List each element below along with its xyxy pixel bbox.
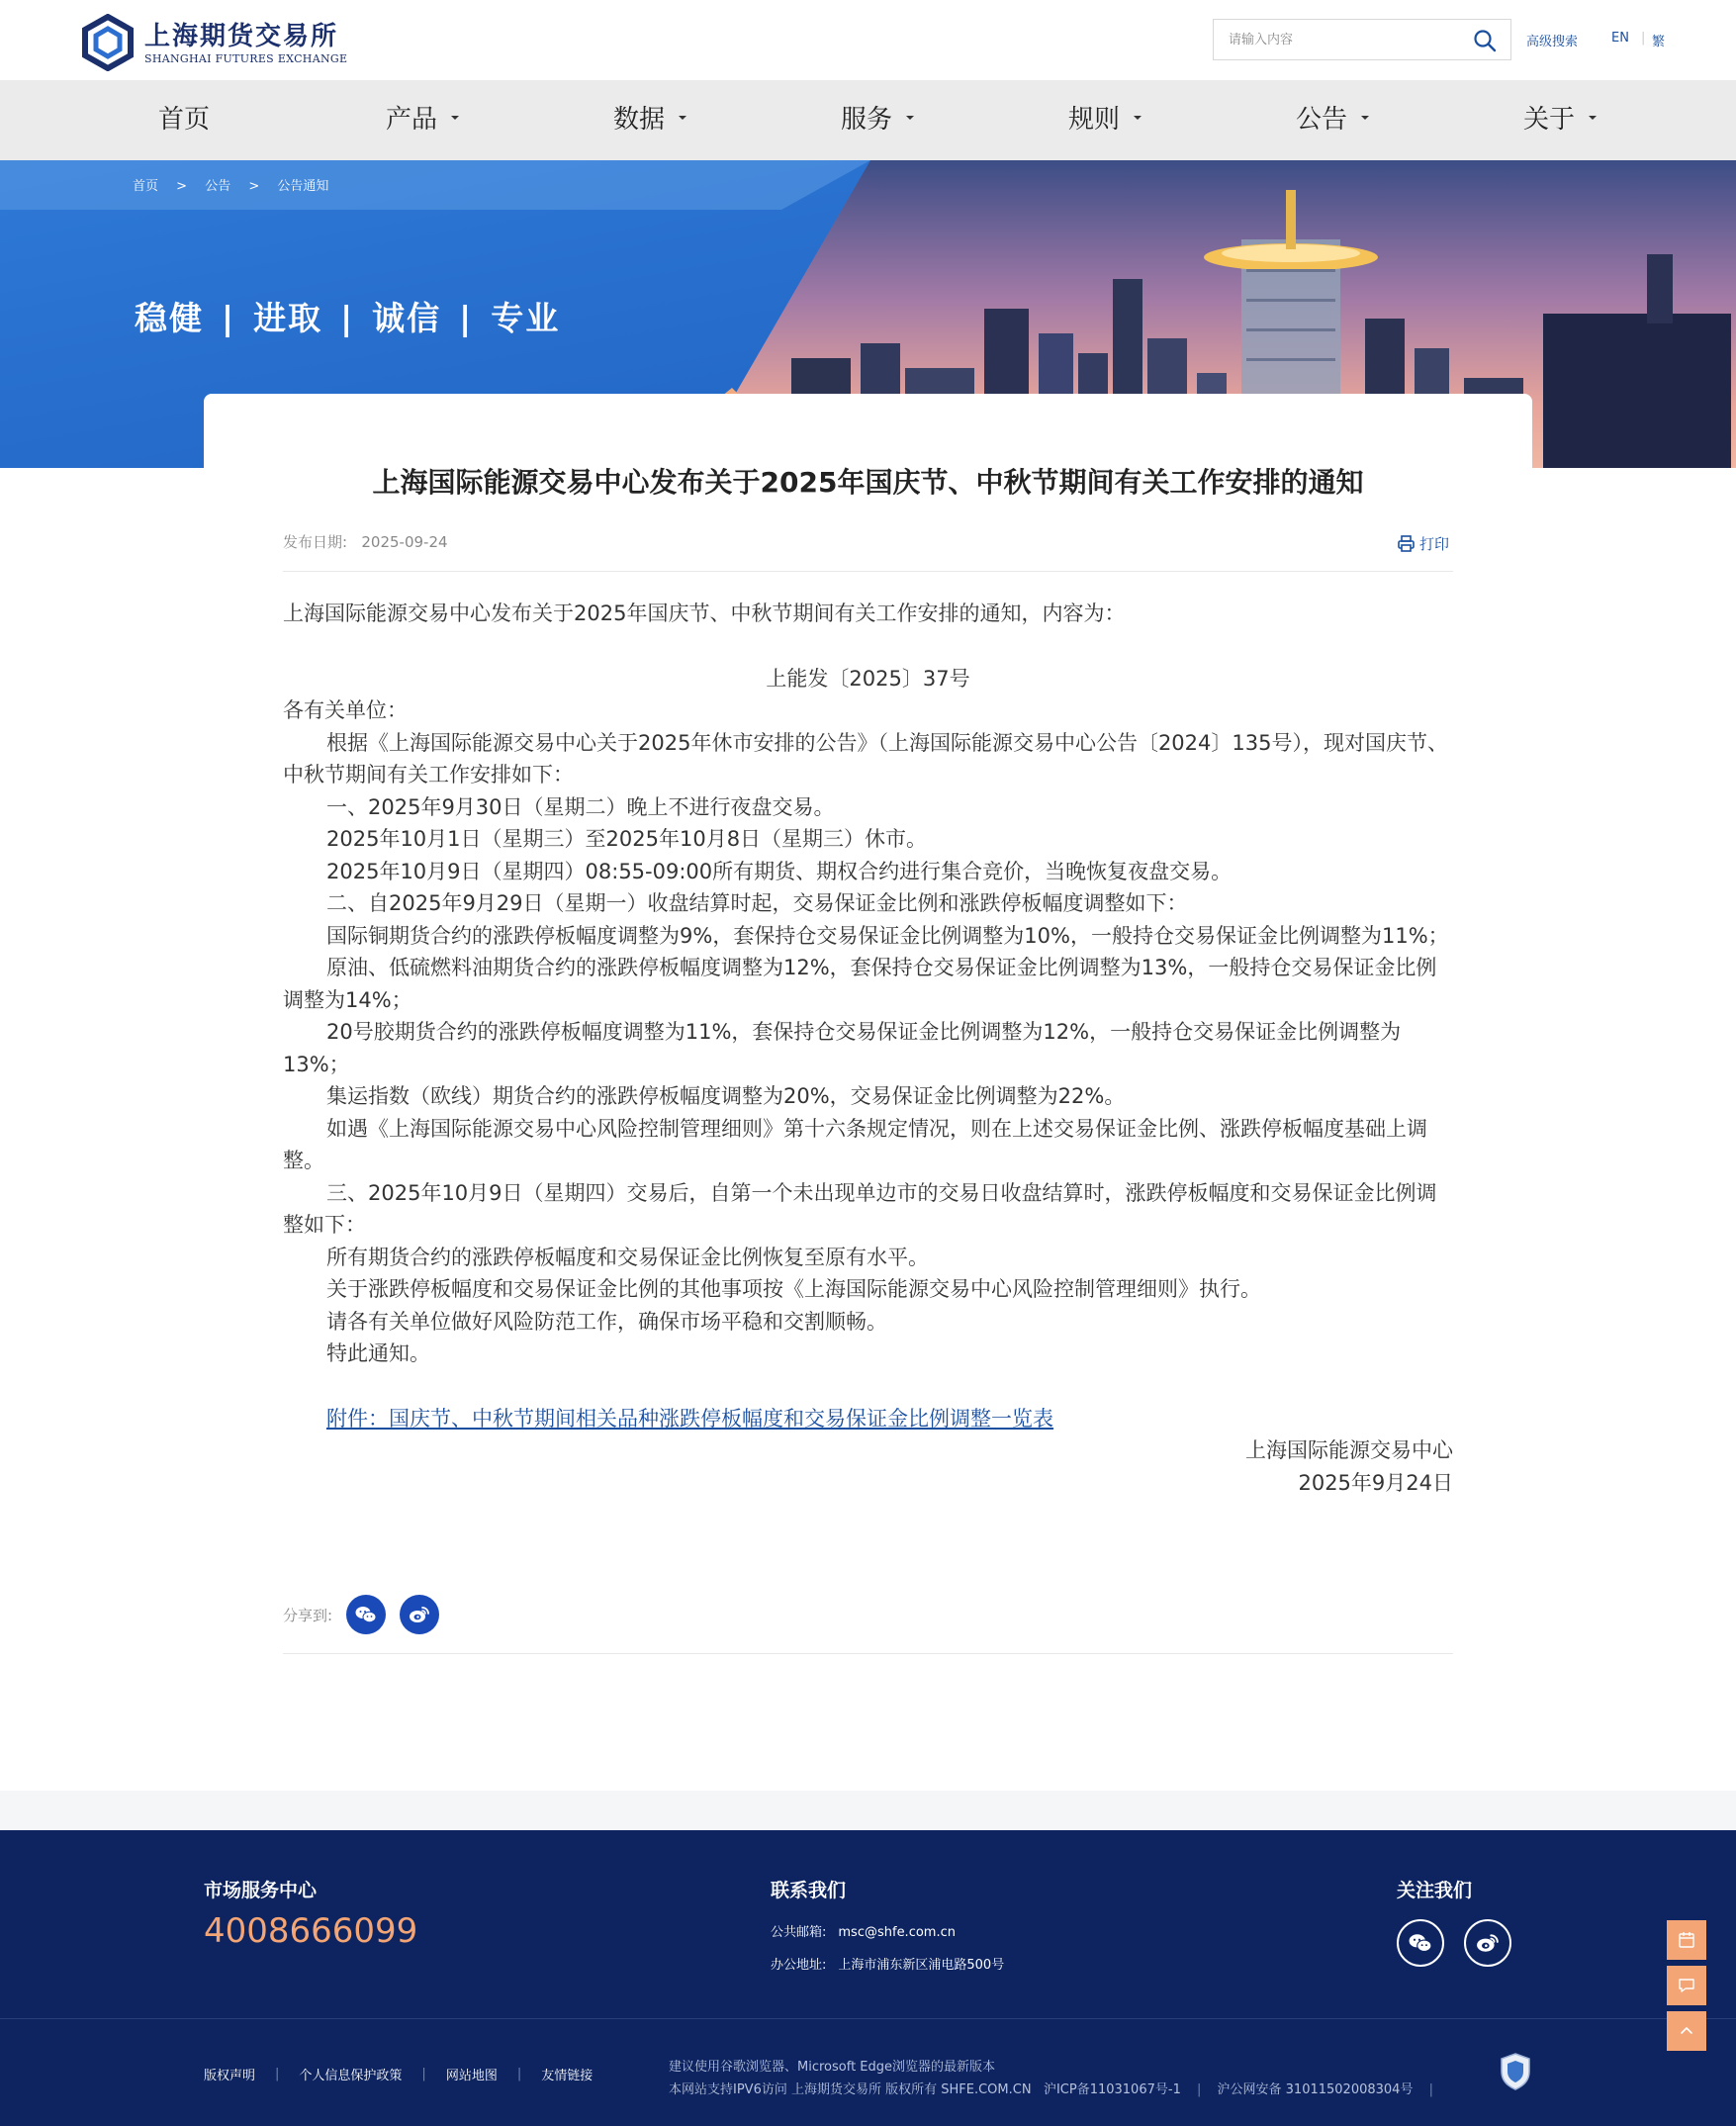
caret-down-icon xyxy=(906,116,914,120)
article-body xyxy=(283,598,1453,1499)
body-paragraph: 2025年10月9日（星期四）08:55-09:00所有期货、期权合约进行集合竞价，当晚恢复夜盘交易。 xyxy=(326,859,1233,883)
body-paragraph: 2025年10月1日（星期三）至2025年10月8日（星期三）休市。 xyxy=(326,827,928,851)
caret-down-icon xyxy=(1589,116,1597,120)
slogan-word: 诚信 xyxy=(372,299,442,337)
footer-link-separator: | xyxy=(516,2067,522,2081)
sign-date: 2025年9月24日 xyxy=(1298,1470,1453,1495)
nav-item-label: 关于 xyxy=(1523,105,1576,135)
print-label: 打印 xyxy=(1419,535,1450,553)
body-paragraph: 三、2025年10月9日（星期四）交易后，自第一个未出现单边市的交易日收盘结算时，涨跌停板幅度和交易保证金比例调整如下： xyxy=(283,1180,1437,1237)
footer-gap xyxy=(0,1791,1736,1830)
footer-wechat-button[interactable] xyxy=(1397,1919,1444,1967)
footer-link-separator: | xyxy=(421,2067,426,2081)
caret-down-icon xyxy=(451,116,459,120)
nav-item-products[interactable] xyxy=(386,80,459,160)
search-box xyxy=(1213,19,1511,60)
contact-title: 联系我们 xyxy=(771,1880,847,1901)
copyright-line xyxy=(669,2079,1445,2097)
caret-down-icon xyxy=(1134,116,1142,120)
body-paragraph: 国际铜期货合约的涨跌停板幅度调整为9%，套保持仓交易保证金比例调整为10%，一般持仓交易保证金比例调整为11%； xyxy=(326,923,1449,948)
breadcrumb-current: 公告通知 xyxy=(277,179,329,194)
language-en-link[interactable]: EN xyxy=(1611,31,1629,46)
language-traditional-link[interactable]: 繁 xyxy=(1652,35,1666,49)
article-title: 上海国际能源交易中心发布关于2025年国庆节、中秋节期间有关工作安排的通知 xyxy=(372,466,1364,499)
share-label: 分享到: xyxy=(283,1606,333,1624)
share-weibo-button[interactable] xyxy=(400,1595,439,1634)
nav-item-label: 公告 xyxy=(1296,105,1348,135)
breadcrumb-separator: > xyxy=(248,179,260,194)
chevron-up-icon xyxy=(1678,2022,1695,2040)
nav-item-home[interactable] xyxy=(158,80,210,160)
footer-weibo-button[interactable] xyxy=(1464,1919,1511,1967)
signer: 上海国际能源交易中心 xyxy=(1245,1438,1453,1462)
body-paragraph: 二、自2025年9月29日（星期一）收盘结算时起，交易保证金比例和涨跌停板幅度调整如下： xyxy=(326,891,1188,915)
nav-item-about[interactable] xyxy=(1523,80,1597,160)
main-nav xyxy=(0,80,1736,160)
caret-down-icon xyxy=(679,116,686,120)
wechat-icon xyxy=(355,1606,377,1623)
footer-link-copyright[interactable]: 版权声明 xyxy=(204,2069,256,2083)
footer-link-friends[interactable]: 友情链接 xyxy=(541,2069,594,2083)
icp-number[interactable]: 沪ICP备11031067号-1 xyxy=(1043,2082,1181,2097)
advanced-search-link[interactable]: 高级搜索 xyxy=(1526,35,1579,49)
logo-chinese-name: 上海期货交易所 xyxy=(144,21,339,51)
wechat-icon xyxy=(1409,1933,1432,1953)
footer-links xyxy=(204,2065,593,2083)
share-wechat-button[interactable] xyxy=(346,1595,386,1634)
weibo-icon xyxy=(409,1606,430,1623)
nav-item-label: 产品 xyxy=(386,105,438,135)
body-paragraph: 一、2025年9月30日（星期二）晚上不进行夜盘交易。 xyxy=(326,794,835,819)
nav-item-rules[interactable] xyxy=(1068,80,1142,160)
message-icon xyxy=(1678,1977,1695,1994)
publish-date xyxy=(283,531,448,552)
body-paragraph: 20号胶期货合约的涨跌停板幅度调整为11%，套保持仓交易保证金比例调整为12%，一般持仓交易保证金比例调整为13%； xyxy=(283,1020,1402,1076)
address-label: 办公地址: xyxy=(771,1958,827,1973)
site-header xyxy=(0,0,1736,80)
print-button[interactable] xyxy=(1398,533,1449,554)
footer-link-privacy[interactable]: 个人信息保护政策 xyxy=(299,2069,403,2083)
nav-item-label: 数据 xyxy=(613,105,666,135)
police-record[interactable]: 沪公网安备 31011502008304号 xyxy=(1217,2082,1414,2097)
follow-title: 关注我们 xyxy=(1397,1880,1473,1901)
title-divider xyxy=(283,571,1453,572)
nav-item-label: 规则 xyxy=(1068,105,1121,135)
salutation: 各有关单位： xyxy=(283,698,408,722)
nav-item-announcements[interactable] xyxy=(1296,80,1369,160)
slogan-separator: | xyxy=(222,299,236,337)
search-input[interactable] xyxy=(1214,20,1451,59)
nav-item-label: 服务 xyxy=(841,105,893,135)
publish-date-label: 发布日期: xyxy=(283,533,348,551)
spacer xyxy=(283,1370,1453,1403)
shfe-logo[interactable] xyxy=(79,14,347,71)
service-center-title: 市场服务中心 xyxy=(204,1880,318,1901)
slogan-word: 专业 xyxy=(491,299,561,337)
slogan-separator: | xyxy=(459,299,474,337)
share-bar xyxy=(283,1595,439,1634)
article-intro: 上海国际能源交易中心发布关于2025年国庆节、中秋节期间有关工作安排的通知，内容为： xyxy=(283,601,1126,625)
body-paragraph: 根据《上海国际能源交易中心关于2025年休市安排的公告》（上海国际能源交易中心公告〔2024〕135号），现对国庆节、中秋节期间有关工作安排如下： xyxy=(283,730,1448,786)
banner-slogan xyxy=(135,293,560,339)
slogan-separator: | xyxy=(340,299,355,337)
breadcrumb-separator: > xyxy=(176,179,188,194)
footer-divider xyxy=(0,2018,1736,2019)
email-label: 公共邮箱: xyxy=(771,1925,827,1940)
breadcrumb-section[interactable]: 公告 xyxy=(205,179,231,194)
site-footer xyxy=(0,1830,1736,2126)
nav-item-services[interactable] xyxy=(841,80,914,160)
copyright-separator: | xyxy=(1428,2082,1433,2097)
body-paragraph: 原油、低硫燃料油期货合约的涨跌停板幅度调整为12%，套保持仓交易保证金比例调整为13%，一般持仓交易保证金比例调整为14%； xyxy=(283,956,1437,1012)
contact-email xyxy=(771,1921,956,1940)
body-paragraph: 请各有关单位做好风险防范工作，确保市场平稳和交割顺畅。 xyxy=(326,1309,887,1334)
printer-icon xyxy=(1398,535,1415,552)
copyright-separator: | xyxy=(1196,2082,1202,2097)
feedback-side-button[interactable] xyxy=(1667,1966,1706,2005)
attachment-link[interactable]: 附件：国庆节、中秋节期间相关品种涨跌停板幅度和交易保证金比例调整一览表 xyxy=(326,1406,1053,1431)
nav-item-label: 首页 xyxy=(158,105,211,135)
copyright-text: 本网站支持IPV6访问 上海期货交易所 版权所有 SHFE.COM.CN xyxy=(669,2082,1032,2097)
body-paragraph: 如遇《上海国际能源交易中心风险控制管理细则》第十六条规定情况，则在上述交易保证金比例、涨跌停板幅度基础上调整。 xyxy=(283,1116,1427,1172)
publish-date-value: 2025-09-24 xyxy=(361,533,448,551)
breadcrumb xyxy=(133,175,342,194)
nav-item-data[interactable] xyxy=(613,80,686,160)
weibo-icon xyxy=(1476,1933,1500,1953)
back-to-top-button[interactable] xyxy=(1667,2011,1706,2051)
caret-down-icon xyxy=(1361,116,1369,120)
search-icon[interactable] xyxy=(1473,29,1497,52)
browser-note: 建议使用谷歌浏览器、Microsoft Edge浏览器的最新版本 xyxy=(669,2060,996,2075)
language-separator: | xyxy=(1641,31,1646,46)
calendar-icon xyxy=(1678,1931,1695,1949)
service-phone: 4008666099 xyxy=(204,1911,418,1951)
address-value: 上海市浦东新区浦电路500号 xyxy=(838,1958,1005,1973)
shfe-logo-icon xyxy=(79,14,137,71)
footer-link-sitemap[interactable]: 网站地图 xyxy=(445,2069,498,2083)
email-value[interactable]: msc@shfe.com.cn xyxy=(838,1925,956,1940)
body-paragraph: 所有期货合约的涨跌停板幅度和交易保证金比例恢复至原有水平。 xyxy=(326,1245,929,1269)
logo-english-name: SHANGHAI FUTURES EXCHANGE xyxy=(144,51,348,65)
spacer xyxy=(283,630,1453,663)
body-paragraph: 关于涨跌停板幅度和交易保证金比例的其他事项按《上海国际能源交易中心风险控制管理细则》执行。 xyxy=(326,1277,1261,1301)
breadcrumb-home[interactable]: 首页 xyxy=(133,179,159,194)
calendar-side-button[interactable] xyxy=(1667,1920,1706,1960)
government-badge-icon[interactable] xyxy=(1499,2052,1532,2091)
document-number: 上能发〔2025〕37号 xyxy=(766,666,970,691)
slogan-word: 稳健 xyxy=(135,299,204,337)
contact-address xyxy=(771,1954,1004,1973)
slogan-word: 进取 xyxy=(253,299,323,337)
footer-link-separator: | xyxy=(275,2067,280,2081)
share-divider xyxy=(283,1653,1453,1654)
body-paragraph: 集运指数（欧线）期货合约的涨跌停板幅度调整为20%，交易保证金比例调整为22%。 xyxy=(326,1084,1126,1108)
body-paragraph: 特此通知。 xyxy=(326,1341,430,1365)
